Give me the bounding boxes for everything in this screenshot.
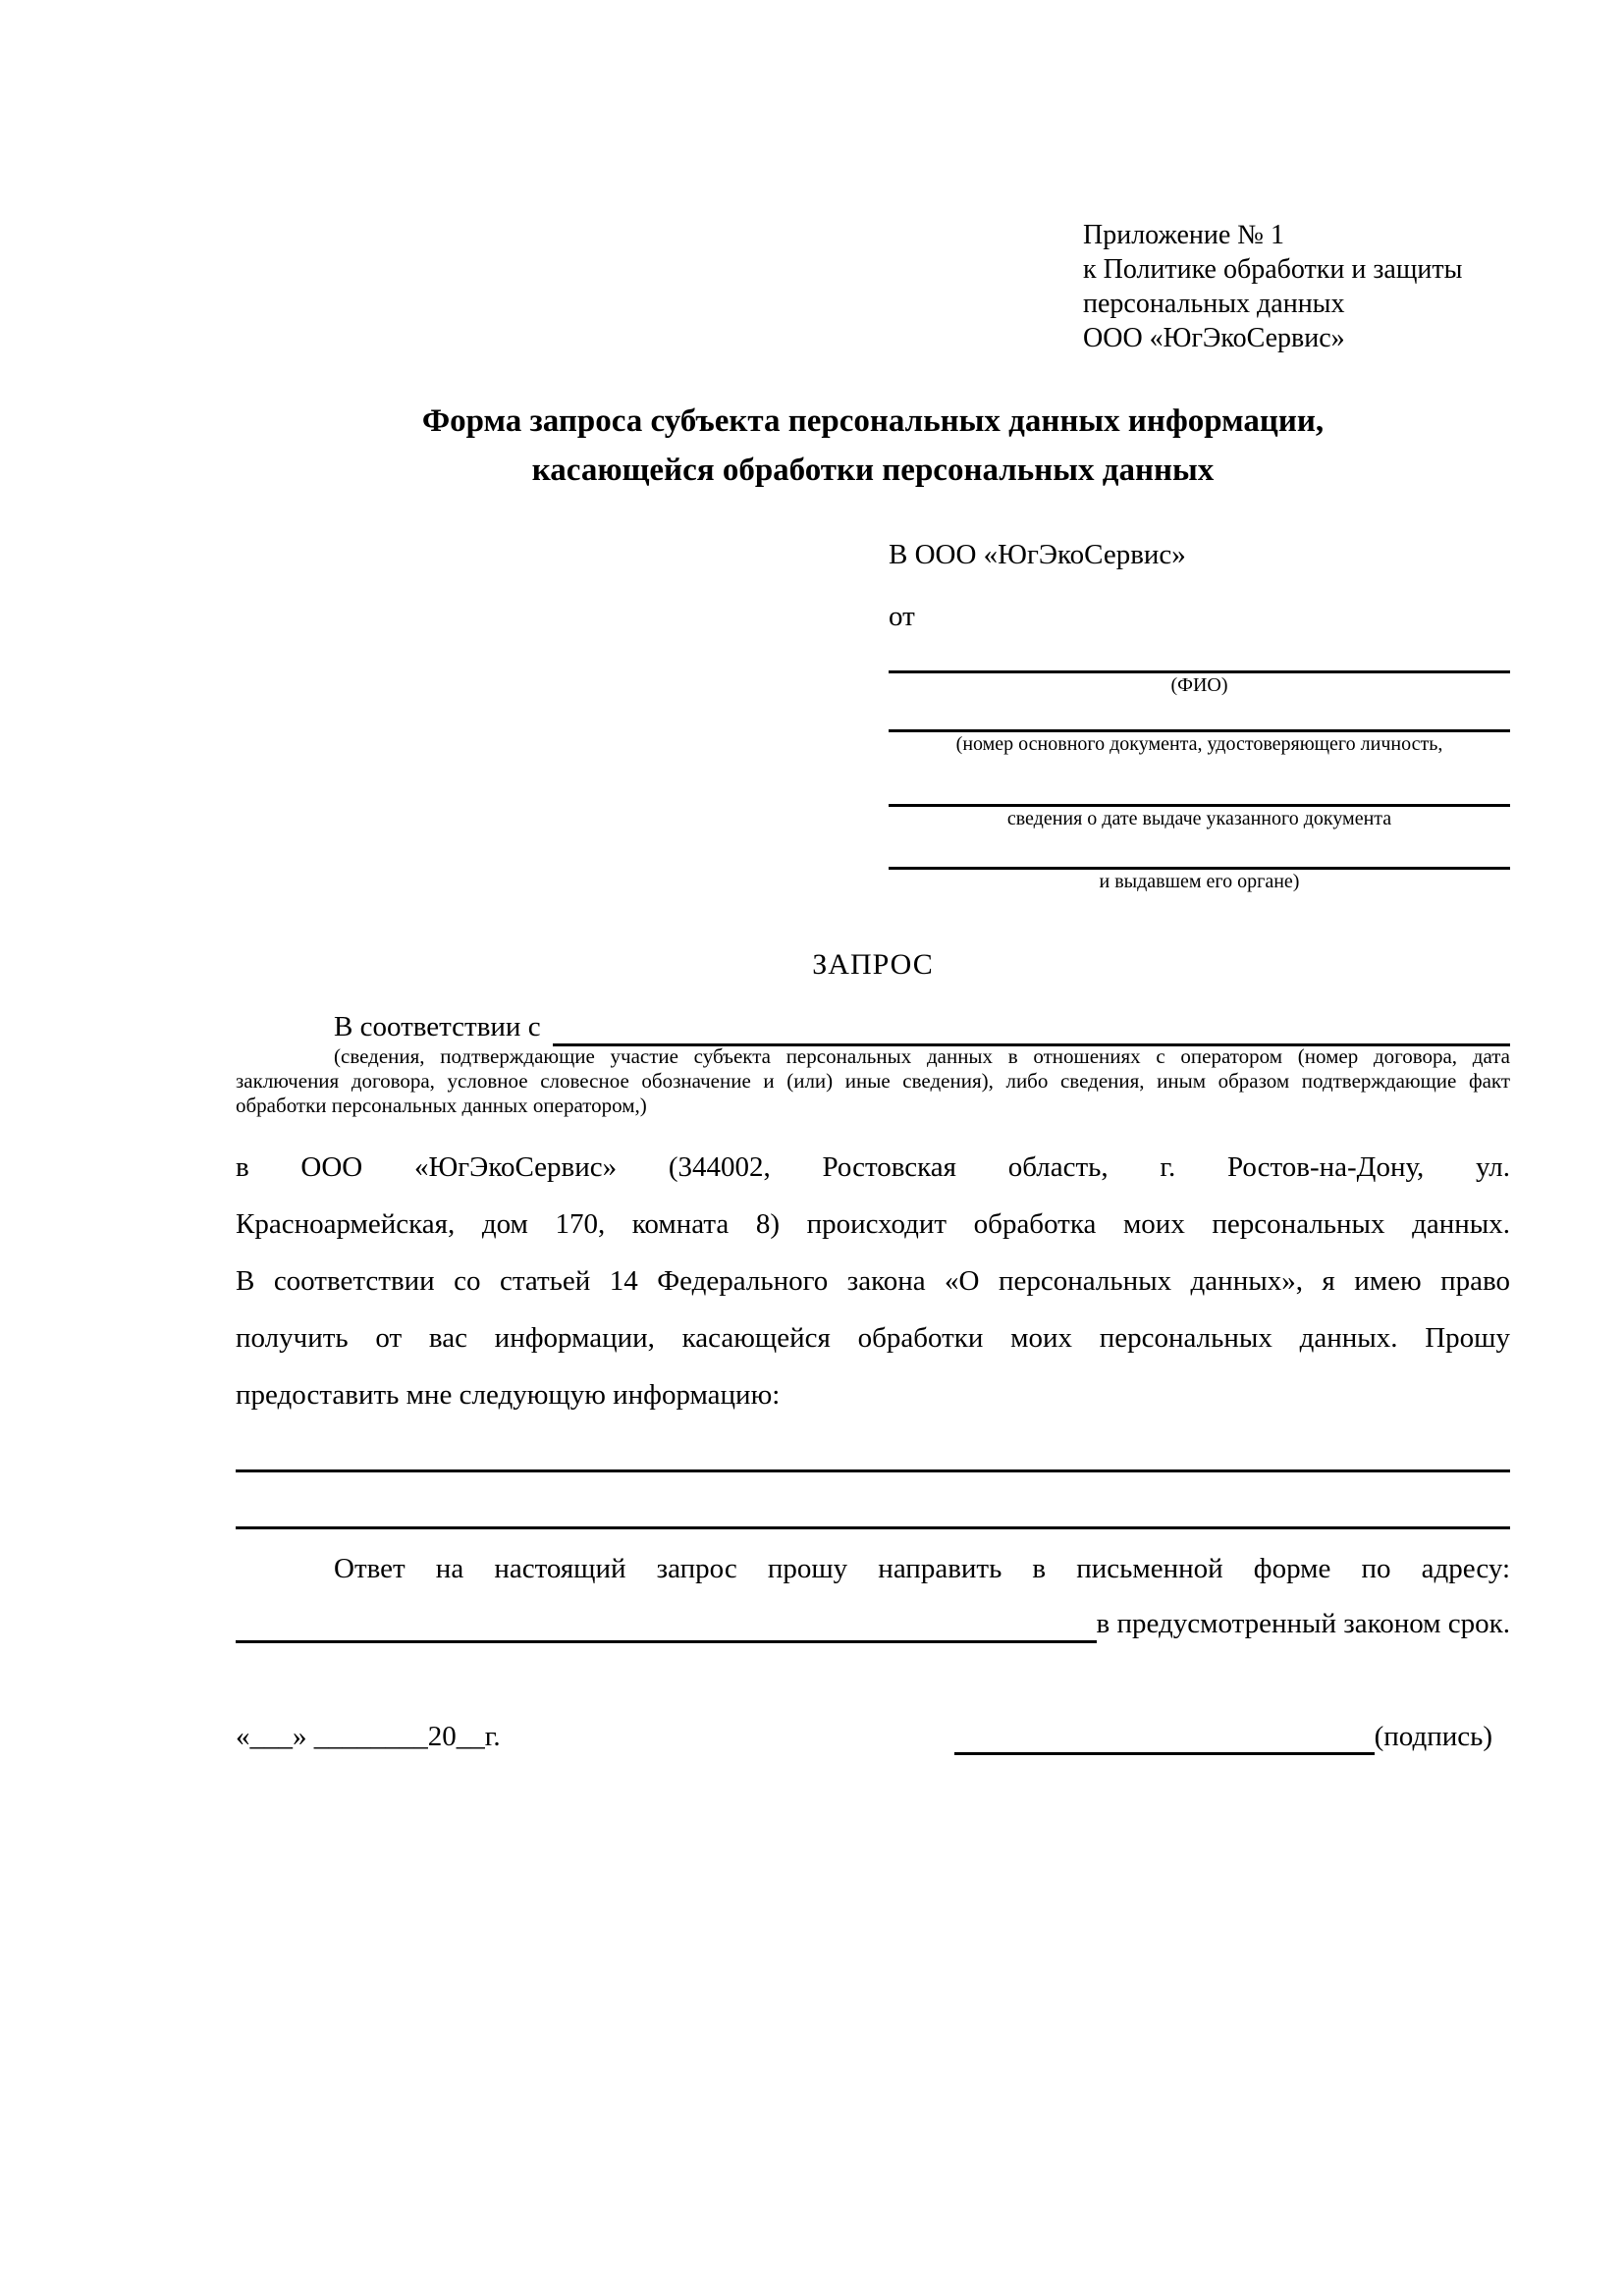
fio-field xyxy=(889,634,1510,697)
annex-line: Приложение № 1 xyxy=(1083,220,1284,250)
document-number-caption: (номер основного документа, удостоверяющего личность, xyxy=(955,733,1443,755)
annex-header xyxy=(1083,218,1535,355)
addressee-to: В ООО «ЮгЭкоСервис» xyxy=(889,539,1186,570)
footer-row xyxy=(236,1718,1492,1755)
smallprint-line: (сведения, подтверждающие участие субъекта персональных данных в отношениях с оператором (номер договора, дата xyxy=(334,1044,1510,1068)
annex-line: ООО «ЮгЭкоСервис» xyxy=(1083,323,1345,353)
address-blank-line xyxy=(236,1608,1097,1643)
info-blank-line-1 xyxy=(236,1469,1510,1472)
form-title-line: Форма запроса субъекта персональных данных информации, xyxy=(421,403,1325,439)
info-blank-line-2 xyxy=(236,1526,1510,1529)
issue-date-caption: сведения о дате выдаче указанного документа xyxy=(1006,808,1392,829)
basis-label: В соответствии с xyxy=(334,1011,541,1042)
issuing-authority-caption: и выдавшем его органе) xyxy=(1099,871,1300,892)
signature-caption: (подпись) xyxy=(1374,1721,1492,1752)
smallprint-line: обработки персональных данных оператором,) xyxy=(236,1094,647,1117)
request-heading: ЗАПРОС xyxy=(812,948,934,981)
annex-line: персональных данных xyxy=(1083,289,1345,319)
address-line xyxy=(236,1604,1510,1643)
body-line: Красноармейская, дом 170, комната 8) происходит обработка моих персональных данных. xyxy=(236,1208,1510,1240)
annex-line: к Политике обработки и защиты xyxy=(1083,254,1463,285)
body-line: В соответствии со статьей 14 Федерального закона «О персональных данных», я имею право xyxy=(236,1265,1510,1297)
response-paragraph xyxy=(236,1549,1510,1588)
addressee-from-label: от xyxy=(889,601,915,632)
form-title xyxy=(236,397,1510,495)
smallprint-line: заключения договора, условное словесное обозначение и (или) иные сведения), либо сведения, иным образом подтверждающие факт xyxy=(236,1069,1510,1093)
basis-line xyxy=(236,1007,1510,1046)
issuing-authority-field xyxy=(889,830,1510,893)
smallprint-note xyxy=(236,1044,1510,1118)
document-number-field xyxy=(889,697,1510,756)
signature-blank-line xyxy=(954,1724,1375,1755)
issue-date-blank-line xyxy=(889,756,1510,807)
issue-date-field xyxy=(889,756,1510,830)
basis-blank-line xyxy=(553,1011,1510,1046)
signature-block xyxy=(954,1718,1492,1755)
body-line: получить от вас информации, касающейся обработки моих персональных данных. Прошу xyxy=(236,1322,1510,1354)
body-line: в ООО «ЮгЭкоСервис» (344002, Ростовская область, г. Ростов-на-Дону, ул. xyxy=(236,1151,1510,1183)
fio-caption: (ФИО) xyxy=(1170,674,1228,696)
body-line: предоставить мне следующую информацию: xyxy=(236,1379,781,1411)
issuing-authority-blank-line xyxy=(889,830,1510,870)
form-title-line: касающейся обработки персональных данных xyxy=(531,453,1215,488)
body-paragraph xyxy=(236,1139,1510,1423)
document-number-blank-line xyxy=(889,697,1510,732)
date-blank-line: «___» ________20__г. xyxy=(236,1721,501,1752)
deadline-text: в предусмотренный законом срок. xyxy=(1096,1608,1510,1639)
addressee-block xyxy=(889,537,1510,893)
fio-blank-line xyxy=(889,634,1510,673)
response-line: Ответ на настоящий запрос прошу направить в письменной форме по адресу: xyxy=(334,1553,1510,1584)
